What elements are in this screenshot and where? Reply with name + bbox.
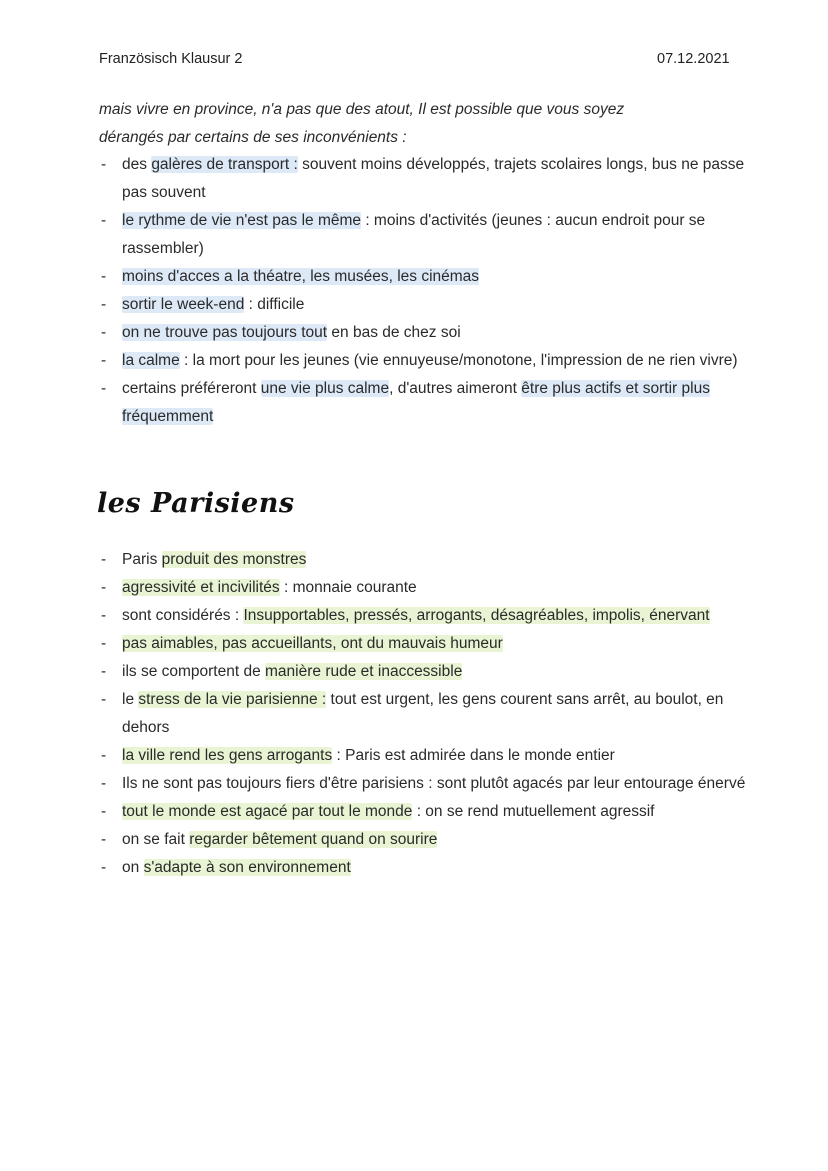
bullet-dash: - — [101, 268, 107, 285]
highlight: la calme — [122, 352, 180, 369]
highlight: une vie plus calme — [260, 380, 390, 397]
list-item: - certains préféreront une vie plus calme, d'autres aimeront être plus actifs et sortir plus fréquemment — [99, 375, 749, 431]
highlight: stress de la vie parisienne : — [138, 691, 327, 708]
bullet-dash: - — [101, 212, 107, 229]
list-item: - Ils ne sont pas toujours fiers d'être parisiens : sont plutôt agacés par leur entourage énervé — [99, 770, 749, 798]
bullet-dash: - — [101, 156, 107, 173]
bullet-dash: - — [101, 380, 107, 397]
highlight: pas aimables, pas accueillants, ont du mauvais humeur — [122, 635, 503, 652]
list-item: - sortir le week-end : difficile — [99, 291, 749, 319]
bullet-dash: - — [101, 324, 107, 341]
intro-line: dérangés par certains de ses inconvénients : — [99, 129, 407, 146]
list-item: - ils se comportent de manière rude et inaccessible — [99, 658, 749, 686]
list-item: - la calme : la mort pour les jeunes (vie ennuyeuse/monotone, l'impression de ne rien vivre) — [99, 347, 749, 375]
bullet-dash: - — [101, 803, 107, 820]
list-item: - Paris produit des monstres — [99, 546, 749, 574]
highlight: moins d'acces a la théatre, les musées, les cinémas — [122, 268, 480, 285]
intro-paragraph — [99, 96, 739, 152]
highlight: le rythme de vie n'est pas le même — [122, 212, 362, 229]
bullet-dash: - — [101, 635, 107, 652]
bullet-dash: - — [101, 551, 107, 568]
list-item: - le rythme de vie n'est pas le même : moins d'activités (jeunes : aucun endroit pour se rassembler) — [99, 207, 749, 263]
list-item — [99, 263, 749, 291]
list-item: - la ville rend les gens arrogants : Paris est admirée dans le monde entier — [99, 742, 749, 770]
list-item: - on se fait regarder bêtement quand on sourire — [99, 826, 749, 854]
bullet-dash: - — [101, 296, 107, 313]
bullet-dash: - — [101, 775, 107, 792]
highlight: la ville rend les gens arrogants — [122, 747, 333, 764]
bullet-dash: - — [101, 352, 107, 369]
list-item: - on ne trouve pas toujours tout en bas de chez soi — [99, 319, 749, 347]
highlight: s'adapte à son environnement — [143, 859, 351, 876]
bullet-dash: - — [101, 663, 107, 680]
list-item — [99, 630, 749, 658]
intro-line: mais vivre en province, n'a pas que des atout, Il est possible que vous soyez — [99, 101, 625, 118]
highlight: produit des monstres — [161, 551, 307, 568]
list-item: - des galères de transport : souvent moins développés, trajets scolaires longs, bus ne passe pas souvent — [99, 151, 749, 207]
highlight: être plus actifs et sortir plus fréquemment — [122, 380, 710, 425]
list-item: - le stress de la vie parisienne : tout est urgent, les gens courent sans arrêt, au boulot, en dehors — [99, 686, 749, 742]
highlight: galères de transport : — [151, 156, 298, 173]
highlight: Insupportables, pressés, arrogants, désagréables, impolis, énervant — [243, 607, 710, 624]
list-item: - on s'adapte à son environnement — [99, 854, 749, 882]
bullet-dash: - — [101, 831, 107, 848]
highlight: manière rude et inaccessible — [265, 663, 463, 680]
highlight: on ne trouve pas toujours tout — [122, 324, 328, 341]
province-drawbacks-list — [99, 151, 749, 431]
highlight: agressivité et incivilités — [122, 579, 280, 596]
bullet-dash: - — [101, 747, 107, 764]
highlight: tout le monde est agacé par tout le monde — [122, 803, 413, 820]
bullet-dash: - — [101, 859, 107, 876]
document-title: Französisch Klausur 2 — [99, 51, 243, 67]
list-item: - tout le monde est agacé par tout le monde : on se rend mutuellement agressif — [99, 798, 749, 826]
list-item: - agressivité et incivilités : monnaie courante — [99, 574, 749, 602]
list-item: - sont considérés : Insupportables, pressés, arrogants, désagréables, impolis, énervant — [99, 602, 749, 630]
bullet-dash: - — [101, 691, 107, 708]
highlight: regarder bêtement quand on sourire — [189, 831, 438, 848]
highlight: sortir le week-end — [122, 296, 245, 313]
document-date: 07.12.2021 — [657, 51, 730, 67]
section-title: les Parisiens — [97, 488, 295, 519]
bullet-dash: - — [101, 579, 107, 596]
bullet-dash: - — [101, 607, 107, 624]
parisians-list — [99, 546, 749, 882]
